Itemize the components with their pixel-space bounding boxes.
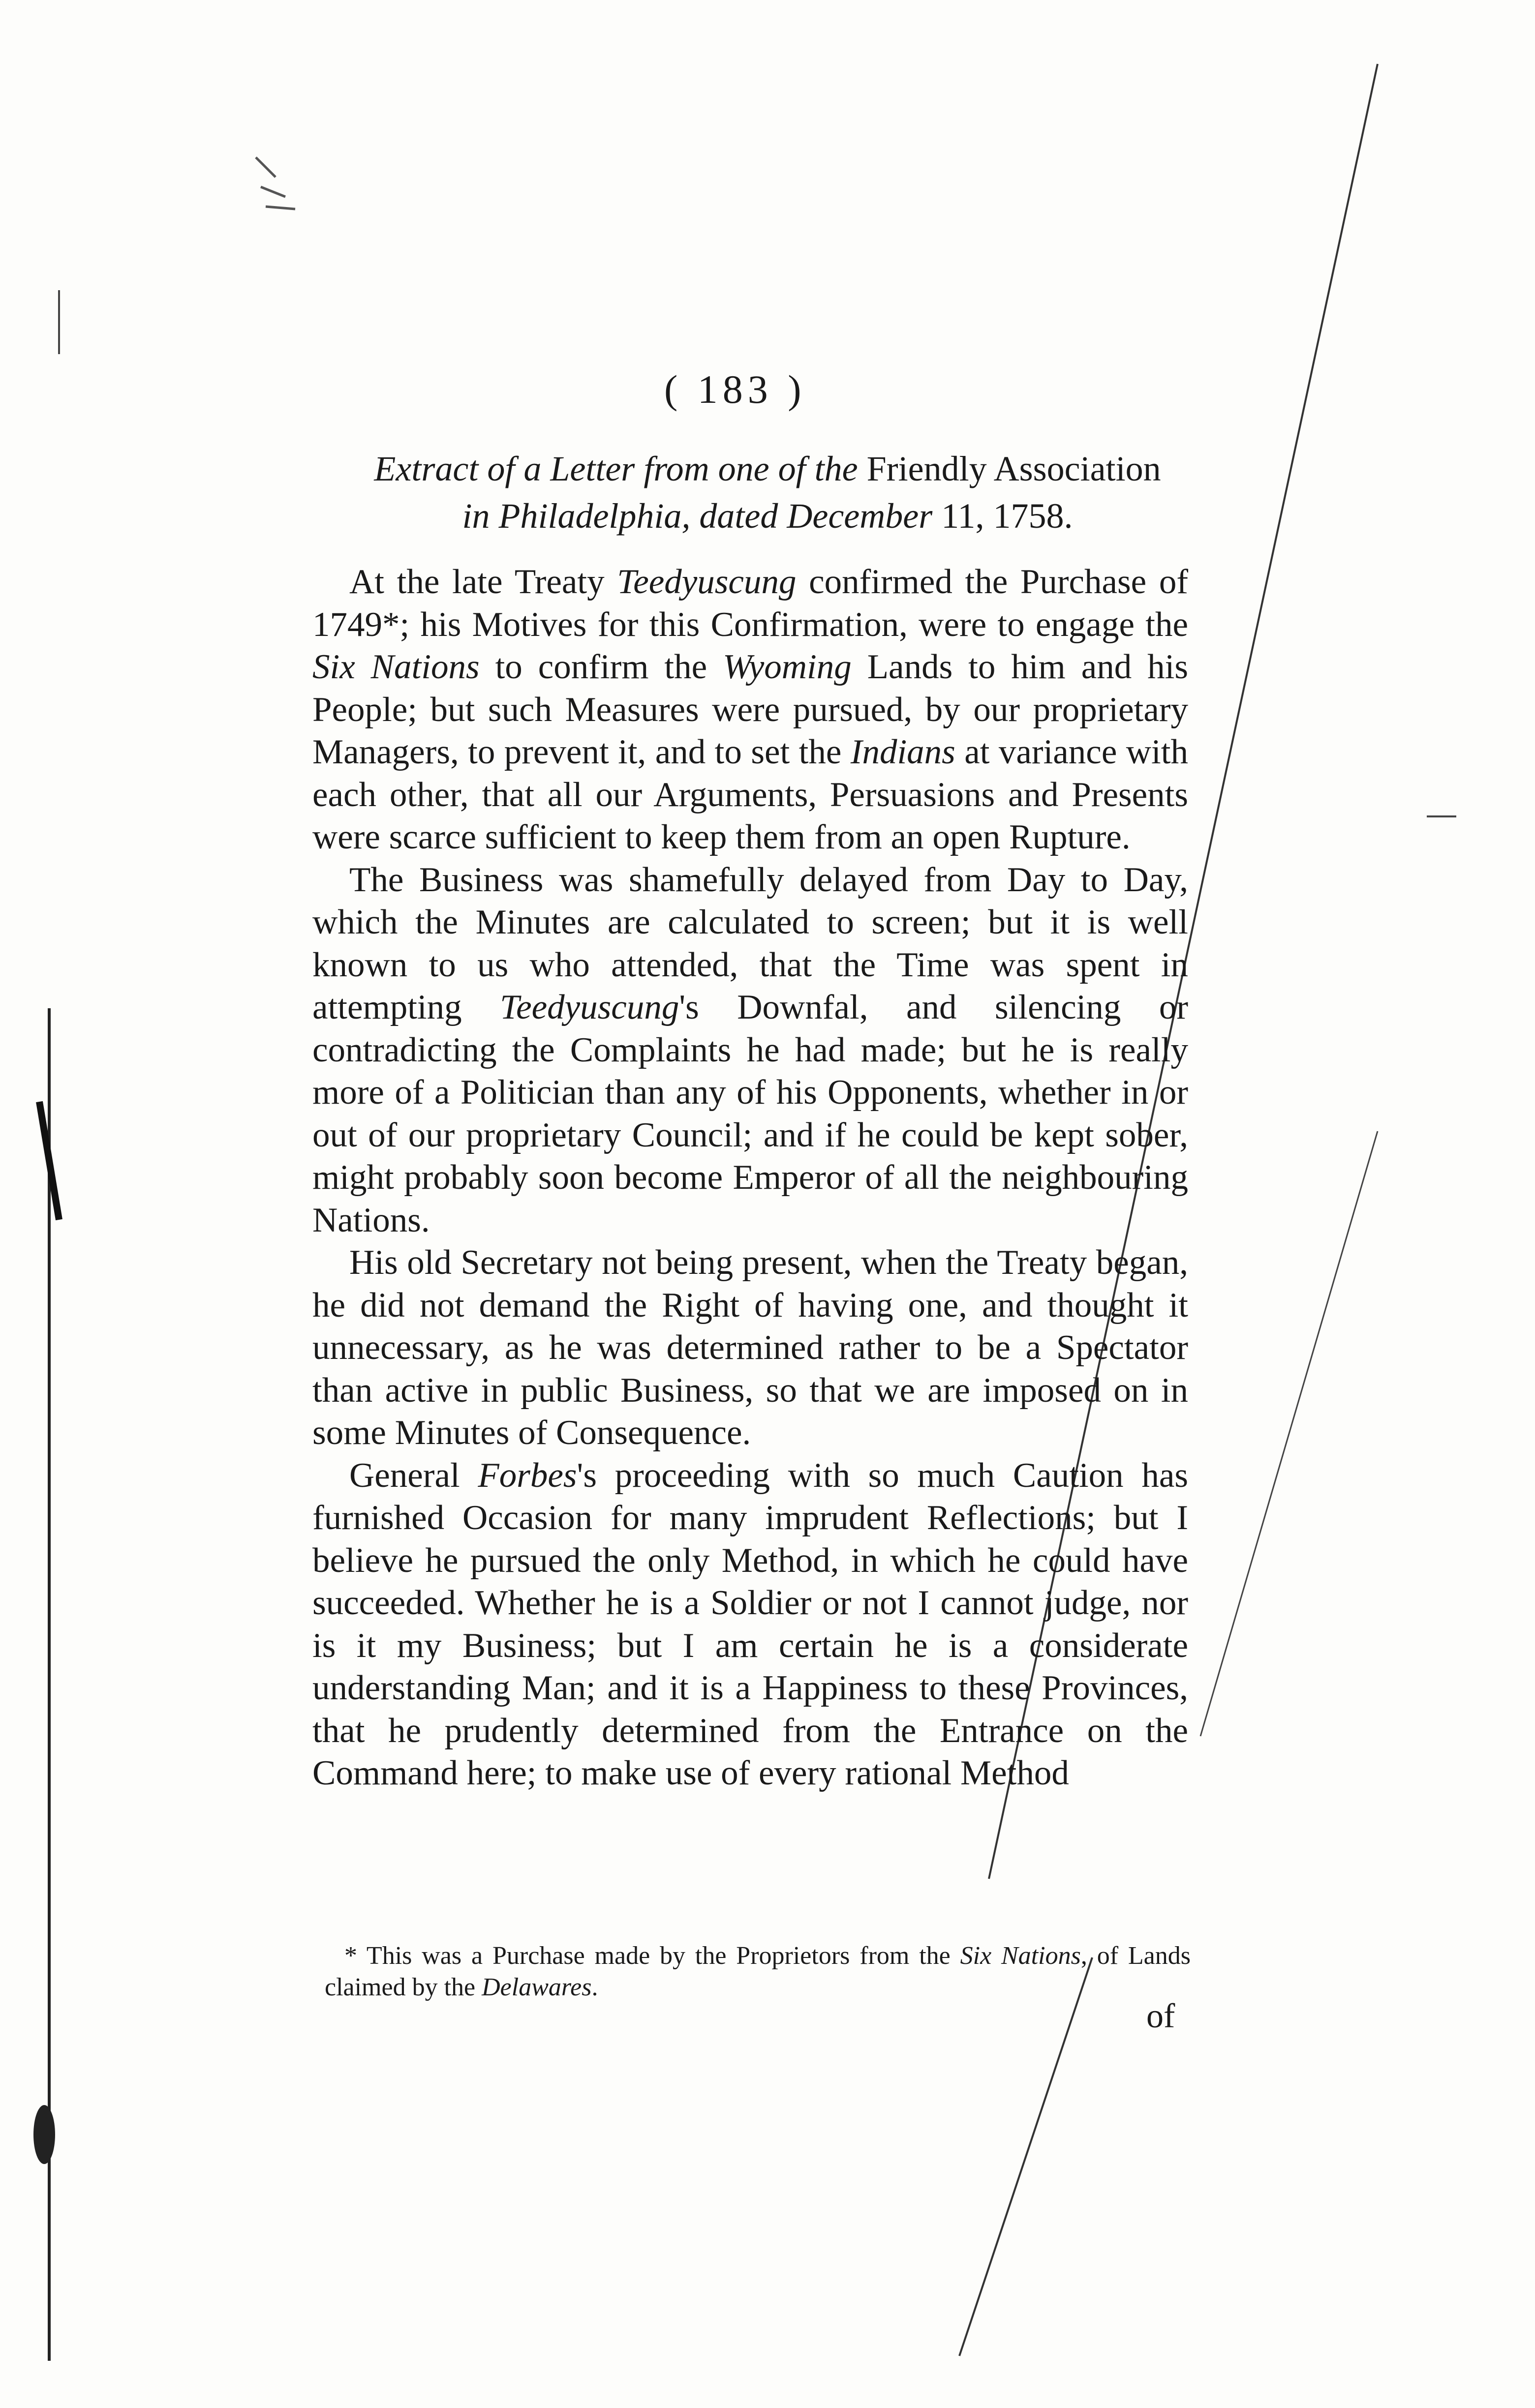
italic-text: Teedyuscung: [500, 988, 679, 1026]
footnote-text-run: * This was a Purchase made by the Proprietors from the: [344, 1942, 960, 1970]
heading-line-2-roman: 11, 1758.: [941, 496, 1073, 536]
text-run: Lands to him and his People; but such Measures were pursued, by our proprietary Managers, to prevent it, and to set the: [312, 648, 1189, 771]
footnote-italic-text: Six Nations: [960, 1942, 1081, 1970]
letter-heading: [305, 445, 1230, 540]
binding-hole: [33, 2105, 55, 2164]
italic-text: Wyoming: [723, 648, 852, 686]
heading-line-1: [305, 445, 1230, 492]
letter-body: [312, 561, 1188, 1795]
footnote-text-run: .: [591, 1973, 598, 2001]
pencil-mark: [256, 157, 295, 209]
catchword: of: [1146, 1997, 1175, 2035]
heading-line-1-italic: Extract of a Letter from one of the: [374, 449, 858, 488]
footnote-text-run: , of Lands claimed by the: [325, 1942, 1191, 2001]
paragraph: [312, 1454, 1188, 1795]
italic-text: Indians: [850, 733, 955, 771]
italic-text: Forbes: [478, 1456, 577, 1495]
text-run: 's proceeding with so much Caution has furnished Occasion for many imprudent Reflections; but I believe he pursued the only Method, in which he could have succeeded. Whether he is a Soldier or not I cannot judge, nor is it my Business; but I am certain he is a considerate understanding Man; and it is a Happiness to these Provinces, that he prudently determined from the Entrance on the Command here; to make use of every rational Method: [312, 1456, 1188, 1792]
margin-line-right: [1200, 1131, 1378, 1736]
text-run: General: [349, 1456, 478, 1495]
text-run: to confirm the: [479, 648, 723, 686]
page-number: ( 183 ): [664, 367, 806, 412]
text-run: His old Secretary not being present, when the Treaty began, he did not demand the Right of having one, and thought it unnecessary, as he was determined rather to be a Spectator than active in public Business, so that we are imposed on in some Minutes of Consequence.: [312, 1243, 1188, 1452]
heading-line-2: [305, 492, 1230, 540]
footnote: [325, 1940, 1191, 2003]
italic-text: Teedyuscung: [617, 563, 797, 601]
text-run: At the late Treaty: [349, 563, 617, 601]
paragraph: [312, 1241, 1188, 1454]
italic-text: Six Nations: [312, 648, 480, 686]
paragraph: [312, 859, 1188, 1242]
text-run: 's Downfal, and silencing or contradicting the Complaints he had made; but he is really more of a Politician than any of his Opponents, whether in or out of our proprietary Council; and if he could be kept sober, might probably soon become Emperor of all the neighbouring Nations.: [312, 988, 1188, 1239]
heading-line-2-italic: in Philadelphia, dated December: [462, 496, 933, 536]
text-run: at variance with each other, that all our Arguments, Persuasions and Presents were scarce sufficient to keep them from an open Rupture.: [312, 733, 1188, 856]
text-run: confirmed the Purchase of 1749*; his Motives for this Confirmation, were to engage the: [312, 563, 1188, 644]
paragraph: [312, 561, 1188, 859]
strike-line-lower: [959, 1957, 1092, 2356]
footnote-italic-text: Delawares: [482, 1973, 592, 2001]
text-run: The Business was shamefully delayed from Day to Day, which the Minutes are calculated to screen; but it is well known to us who attended, that the Time was spent in attempting: [312, 860, 1188, 1026]
heading-line-1-roman: Friendly Association: [866, 449, 1161, 488]
